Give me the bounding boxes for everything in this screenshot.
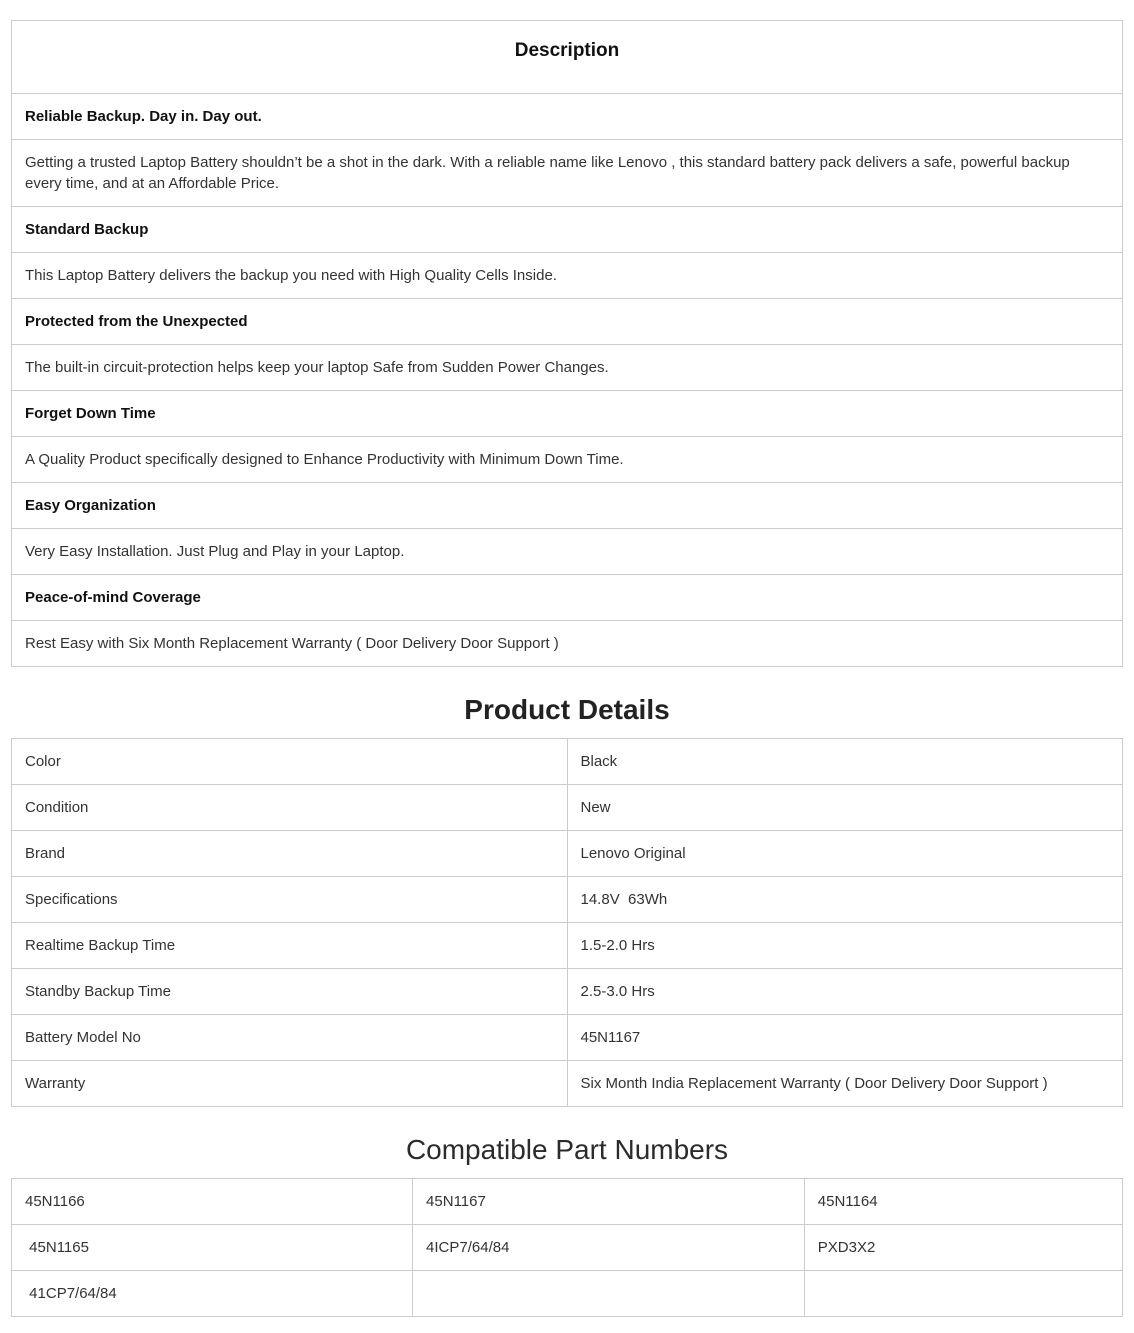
detail-value: 1.5-2.0 Hrs — [567, 923, 1123, 969]
description-heading: Easy Organization — [12, 483, 1123, 529]
detail-label: Brand — [12, 831, 568, 877]
detail-label: Battery Model No — [12, 1015, 568, 1061]
description-heading: Standard Backup — [12, 207, 1123, 253]
description-text: This Laptop Battery delivers the backup you need with High Quality Cells Inside. — [12, 253, 1123, 299]
description-text: Very Easy Installation. Just Plug and Play in your Laptop. — [12, 529, 1123, 575]
description-text: The built-in circuit-protection helps keep your laptop Safe from Sudden Power Changes. — [12, 345, 1123, 391]
detail-value: Six Month India Replacement Warranty ( Door Delivery Door Support ) — [567, 1061, 1123, 1107]
detail-row — [12, 785, 1123, 831]
parts-row — [12, 1179, 1123, 1225]
product-details-title: Product Details — [464, 694, 670, 725]
description-text: A Quality Product specifically designed to Enhance Productivity with Minimum Down Time. — [12, 437, 1123, 483]
description-heading-row — [12, 483, 1123, 529]
description-heading-row — [12, 391, 1123, 437]
description-heading-row — [12, 207, 1123, 253]
detail-label: Realtime Backup Time — [12, 923, 568, 969]
description-heading: Protected from the Unexpected — [12, 299, 1123, 345]
detail-label: Warranty — [12, 1061, 568, 1107]
detail-row — [12, 877, 1123, 923]
description-text-row — [12, 345, 1123, 391]
detail-value: Black — [567, 739, 1123, 785]
detail-row — [12, 969, 1123, 1015]
part-number-cell: 45N1164 — [804, 1179, 1122, 1225]
part-number-cell: 45N1167 — [413, 1179, 805, 1225]
part-number-cell: 4ICP7/64/84 — [413, 1225, 805, 1271]
description-heading: Peace-of-mind Coverage — [12, 575, 1123, 621]
description-title: Description — [12, 21, 1123, 94]
description-heading-row — [12, 94, 1123, 140]
description-heading: Reliable Backup. Day in. Day out. — [12, 94, 1123, 140]
detail-label: Standby Backup Time — [12, 969, 568, 1015]
description-text-row — [12, 437, 1123, 483]
description-text: Rest Easy with Six Month Replacement Warranty ( Door Delivery Door Support ) — [12, 621, 1123, 667]
part-number-cell — [804, 1271, 1122, 1317]
part-number-cell: PXD3X2 — [804, 1225, 1122, 1271]
description-text-row — [12, 140, 1123, 207]
detail-row — [12, 831, 1123, 877]
description-text-row — [12, 253, 1123, 299]
part-number-cell: 45N1165 — [12, 1225, 413, 1271]
detail-value: 2.5-3.0 Hrs — [567, 969, 1123, 1015]
compatible-parts-table — [11, 1178, 1123, 1317]
part-number-cell — [413, 1271, 805, 1317]
parts-row — [12, 1271, 1123, 1317]
detail-label: Color — [12, 739, 568, 785]
description-heading: Forget Down Time — [12, 391, 1123, 437]
part-number-cell: 45N1166 — [12, 1179, 413, 1225]
detail-value: New — [567, 785, 1123, 831]
description-text-row — [12, 621, 1123, 667]
detail-value: 14.8V 63Wh — [567, 877, 1123, 923]
description-text-row — [12, 529, 1123, 575]
description-table — [11, 20, 1123, 667]
detail-value: 45N1167 — [567, 1015, 1123, 1061]
detail-row — [12, 1015, 1123, 1061]
detail-label: Condition — [12, 785, 568, 831]
compatible-parts-title: Compatible Part Numbers — [405, 1134, 729, 1165]
detail-value: Lenovo Original — [567, 831, 1123, 877]
detail-label: Specifications — [12, 877, 568, 923]
part-number-cell: 41CP7/64/84 — [12, 1271, 413, 1317]
description-header-row — [12, 21, 1123, 94]
detail-row — [12, 739, 1123, 785]
detail-row — [12, 1061, 1123, 1107]
parts-row — [12, 1225, 1123, 1271]
description-heading-row — [12, 299, 1123, 345]
detail-row — [12, 923, 1123, 969]
description-text: Getting a trusted Laptop Battery shouldn’t be a shot in the dark. With a reliable name like Lenovo , this standard battery pack delivers a safe, powerful backup every time, and at an Affordable Price. — [12, 140, 1123, 207]
description-heading-row — [12, 575, 1123, 621]
product-details-table — [11, 738, 1123, 1107]
